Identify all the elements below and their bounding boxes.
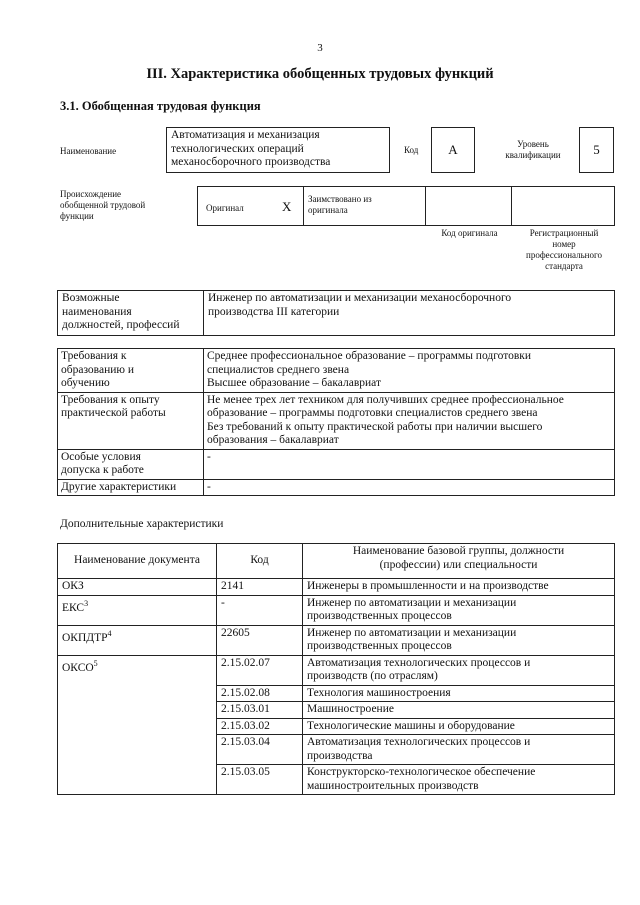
additional-row <box>58 579 615 596</box>
name-line: Инженеры в промышленности и на производстве <box>307 580 549 592</box>
section-title: III. Характеристика обобщенных трудовых функций <box>146 66 494 82</box>
requirement-label-line: Требования к опыту <box>61 393 160 406</box>
requirement-label-line: Другие характеристики <box>61 480 177 493</box>
requirement-label-line: образованию и <box>61 363 134 376</box>
requirement-label-line: Особые условия <box>61 450 141 463</box>
name-line: Технология машиностроения <box>307 686 451 699</box>
reg-caption-line: номер <box>552 239 576 249</box>
reg-caption-line: профессионального <box>526 250 602 260</box>
function-name-line: технологических операций <box>171 142 304 155</box>
origin-label-line: обобщенной трудовой <box>60 200 146 210</box>
doc-cell <box>58 579 217 596</box>
name-line: производственных процессов <box>307 640 452 652</box>
header-doc: Наименование документа <box>58 544 217 579</box>
origin-label-line: Происхождение <box>60 189 122 199</box>
requirement-row <box>58 392 615 449</box>
level-label-line: Уровень <box>517 139 549 149</box>
subsection-title: 3.1. Обобщенная трудовая функция <box>60 99 261 113</box>
name-cell <box>303 655 615 685</box>
requirement-label <box>58 449 204 479</box>
code-cell: 22605 <box>217 625 303 655</box>
borrowed-label-line: Заимствовано из <box>308 194 372 204</box>
requirement-value-line: Без требований к опыту практической работы при наличии высшего <box>207 420 543 433</box>
code-cell: 2.15.03.05 <box>217 765 303 795</box>
header-name-line: Наименование базовой группы, должности <box>352 545 565 557</box>
name-line: Инженер по автоматизации и механизации <box>307 596 517 609</box>
name-line: Технологические машины и оборудование <box>307 719 515 732</box>
code-cell: 2.15.02.07 <box>217 655 303 685</box>
function-name-box <box>166 127 390 173</box>
requirement-value-line: специалистов среднего звена <box>207 363 350 376</box>
requirement-label <box>58 479 204 496</box>
borrowed-label-line: оригинала <box>308 205 348 215</box>
positions-value <box>204 291 615 336</box>
additional-row <box>58 595 615 625</box>
requirement-value-line: образование – программы подготовки специалистов среднего звена <box>207 407 538 419</box>
name-cell <box>303 702 615 719</box>
footnote-mark: 3 <box>84 598 89 608</box>
additional-rows <box>58 579 615 795</box>
name-line: производств (по отраслям) <box>307 670 438 682</box>
code-original-caption: Код оригинала <box>441 228 498 238</box>
additional-header-row <box>58 544 615 579</box>
positions-value-line: производства III категории <box>208 305 340 318</box>
positions-table <box>57 290 615 336</box>
requirement-label <box>58 392 204 449</box>
header-code: Код <box>217 544 303 579</box>
additional-title: Дополнительные характеристики <box>60 518 224 530</box>
name-line: машиностроительных производств <box>307 779 479 792</box>
requirement-value <box>204 392 615 449</box>
code-value: А <box>431 127 475 173</box>
function-name-line: механосборочного производства <box>171 156 331 168</box>
function-name-line: Автоматизация и механизация <box>171 129 320 141</box>
name-cell <box>303 685 615 702</box>
name-line: Инженер по автоматизации и механизации <box>307 626 517 639</box>
requirement-label-line: практической работы <box>61 407 166 419</box>
code-cell: - <box>217 595 303 625</box>
doc-cell <box>58 625 217 655</box>
requirement-row <box>58 449 615 479</box>
name-cell <box>303 718 615 735</box>
requirement-label-line: обучению <box>61 377 110 389</box>
reg-number-caption <box>512 228 616 272</box>
origin-label-line: функции <box>60 211 94 221</box>
name-line: Конструкторско-технологическое обеспечение <box>307 766 536 778</box>
page-number: 3 <box>317 42 323 54</box>
requirement-row <box>58 349 615 393</box>
positions-value-line: Инженер по автоматизации и механизации механосборочного <box>208 292 512 304</box>
code-cell: 2.15.03.02 <box>217 718 303 735</box>
requirement-value-line: - <box>207 450 211 463</box>
code-original-cell <box>425 186 512 226</box>
name-cell <box>303 595 615 625</box>
reg-caption-line: Регистрационный <box>529 228 599 238</box>
doc-name: ЕКС <box>62 601 85 614</box>
origin-label <box>60 189 145 222</box>
name-line: производства <box>307 749 373 762</box>
name-cell <box>303 579 615 596</box>
doc-name: ОКСО <box>62 661 94 674</box>
requirement-label-line: Требования к <box>61 350 127 362</box>
name-label: Наименование <box>60 146 117 156</box>
additional-row <box>58 655 615 685</box>
original-label: Оригинал <box>206 203 244 213</box>
code-cell: 2.15.02.08 <box>217 685 303 702</box>
footnote-mark: 4 <box>107 628 112 638</box>
reg-number-cell <box>511 186 615 226</box>
requirement-label <box>58 349 204 393</box>
positions-label <box>58 291 204 336</box>
requirement-value-line: образования – бакалавриат <box>207 434 339 446</box>
requirements-table <box>57 348 615 496</box>
level-label <box>498 139 568 161</box>
name-line: производственных процессов <box>307 610 452 622</box>
header-name <box>303 544 615 579</box>
doc-cell <box>58 595 217 625</box>
header-name-line: (профессии) или специальности <box>379 558 538 571</box>
reg-caption-line: стандарта <box>545 261 583 271</box>
requirement-value-line: Высшее образование – бакалавриат <box>207 377 381 389</box>
original-mark: X <box>282 199 292 214</box>
code-label: Код <box>404 145 419 155</box>
requirement-value-line: Среднее профессиональное образование – программы подготовки <box>207 350 532 362</box>
original-cell <box>197 186 304 226</box>
requirement-value <box>204 479 615 496</box>
name-cell <box>303 765 615 795</box>
positions-label-line: наименования <box>62 305 132 318</box>
doc-cell <box>58 655 217 795</box>
requirement-row <box>58 479 615 496</box>
name-line: Автоматизация технологических процессов и <box>307 656 531 669</box>
requirement-value <box>204 349 615 393</box>
positions-label-line: должностей, профессий <box>62 319 180 331</box>
footnote-mark: 5 <box>93 658 98 668</box>
additional-table <box>57 543 615 795</box>
positions-label-line: Возможные <box>62 292 120 304</box>
additional-row <box>58 625 615 655</box>
level-value: 5 <box>579 127 614 173</box>
code-cell: 2.15.03.01 <box>217 702 303 719</box>
name-cell <box>303 625 615 655</box>
code-cell: 2.15.03.04 <box>217 735 303 765</box>
code-cell: 2141 <box>217 579 303 596</box>
requirement-label-line: допуска к работе <box>61 464 144 476</box>
requirement-value-line: - <box>207 480 211 493</box>
requirement-value <box>204 449 615 479</box>
level-label-line: квалификации <box>505 150 561 160</box>
borrowed-cell <box>303 186 426 226</box>
doc-name: ОКЗ <box>62 580 84 592</box>
requirement-value-line: Не менее трех лет техником для получивших среднее профессиональное <box>207 393 564 406</box>
name-line: Автоматизация технологических процессов и <box>307 736 531 748</box>
doc-name: ОКПДТР <box>62 631 108 644</box>
name-line: Машиностроение <box>307 703 394 715</box>
name-cell <box>303 735 615 765</box>
